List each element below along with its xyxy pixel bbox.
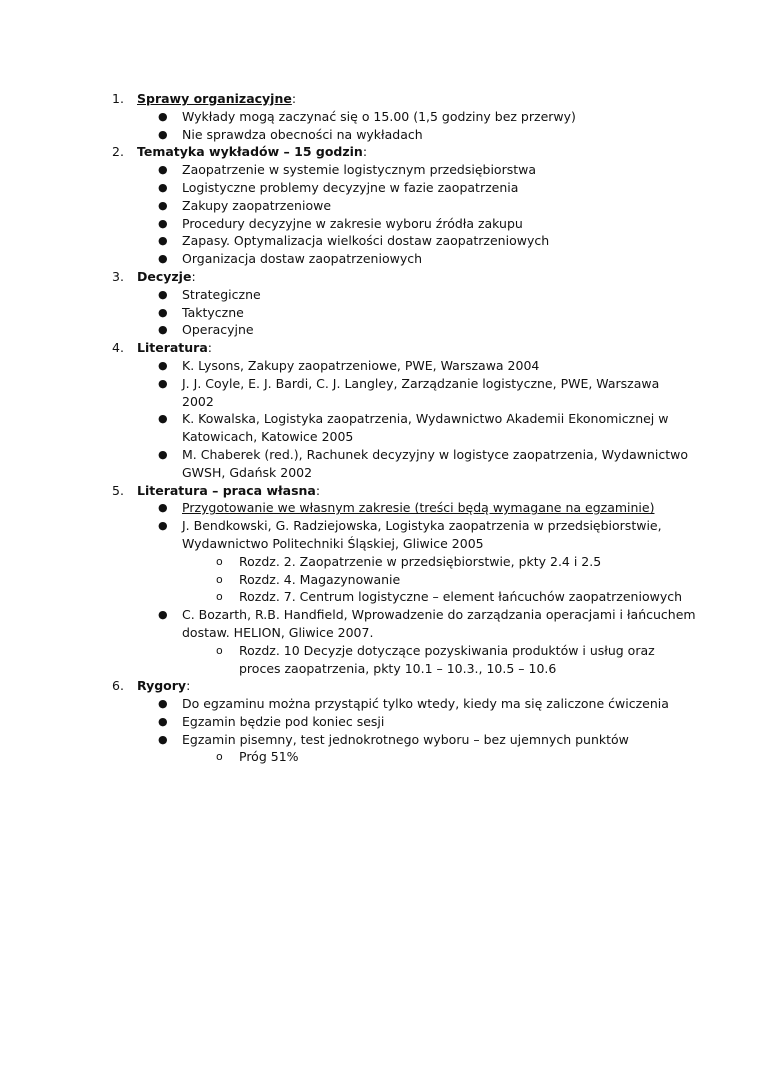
list-item-text: Procedury decyzyjne w zakresie wyboru źródła zakupu: [182, 215, 523, 231]
list-item-text: dostaw. HELION, Gliwice 2007.: [182, 624, 374, 640]
list-item-text: Organizacja dostaw zaopatrzeniowych: [182, 251, 423, 267]
bullet-icon: ●: [158, 697, 168, 711]
list-item: [0, 304, 760, 322]
sub-item-text: Rozdz. 4. Magazynowanie: [239, 571, 401, 587]
list-item-text: Egzamin pisemny, test jednokrotnego wyboru – bez ujemnych punktów: [182, 731, 629, 747]
syllabus-list: [0, 90, 760, 766]
section-title-wrap: [137, 339, 212, 357]
list-item-text: M. Chaberek (red.), Rachunek decyzyjny w logistyce zaopatrzenia, Wydawnictwo: [182, 446, 689, 462]
section-number: 1.: [112, 91, 124, 106]
section-colon: :: [191, 268, 196, 284]
section-heading: [0, 482, 760, 500]
bullet-icon: ●: [158, 714, 168, 728]
bullet-icon: ●: [158, 501, 168, 515]
section-title-wrap: [137, 90, 296, 108]
list-item: [0, 410, 760, 428]
bullet-icon: ●: [158, 287, 168, 301]
circle-bullet-icon: o: [216, 572, 223, 586]
sub-item: [0, 553, 760, 571]
sub-item: [0, 588, 760, 606]
section-title: Literatura – praca własna: [137, 482, 316, 498]
list-item-continuation: [0, 393, 760, 411]
section-title: Rygory: [137, 678, 187, 694]
sub-item: [0, 571, 760, 589]
list-item: [0, 161, 760, 179]
circle-bullet-icon: o: [216, 590, 223, 604]
list-item: [0, 713, 760, 731]
list-item: [0, 446, 760, 464]
section-title-wrap: [137, 482, 320, 500]
section-number: 6.: [112, 678, 124, 694]
list-item: [0, 126, 760, 144]
list-item: [0, 695, 760, 713]
list-item: [0, 250, 760, 268]
section-number: 3.: [112, 268, 124, 284]
bullet-icon: ●: [158, 323, 168, 337]
sub-item-text: Rozdz. 2. Zaopatrzenie w przedsiębiorstwie, pkty 2.4 i 2.5: [239, 553, 602, 569]
bullet-icon: ●: [158, 127, 168, 141]
section-heading: [0, 268, 760, 286]
list-item-text: Wydawnictwo Politechniki Śląskiej, Gliwice 2005: [182, 535, 484, 551]
list-item: [0, 731, 760, 749]
bullet-icon: ●: [158, 305, 168, 319]
bullet-icon: ●: [158, 608, 168, 622]
list-item-text: Taktyczne: [182, 304, 244, 320]
list-item-text: Zaopatrzenie w systemie logistycznym przedsiębiorstwa: [182, 162, 537, 178]
sub-item: [0, 748, 760, 766]
section-heading: [0, 143, 760, 161]
list-item-text: K. Lysons, Zakupy zaopatrzeniowe, PWE, Warszawa 2004: [182, 357, 540, 373]
bullet-icon: ●: [158, 180, 168, 194]
list-item-text: Nie sprawdza obecności na wykładach: [182, 126, 423, 142]
section-colon: :: [315, 482, 321, 498]
section-number: 4.: [112, 340, 124, 356]
sub-item-text: Rozdz. 10 Decyzje dotyczące pozyskiwania produktów i usług oraz: [239, 642, 655, 658]
list-item-text: Wykłady mogą zaczynać się o 15.00 (1,5 godziny bez przerwy): [182, 108, 576, 124]
section-heading: [0, 677, 760, 695]
section-title-wrap: [137, 677, 190, 695]
section-colon: :: [186, 678, 191, 694]
list-item-text: Egzamin będzie pod koniec sesji: [182, 713, 385, 729]
list-item-text: Katowicach, Katowice 2005: [182, 429, 354, 445]
circle-bullet-icon: o: [216, 554, 223, 568]
list-item-text: C. Bozarth, R.B. Handfield, Wprowadzenie do zarządzania operacjami i łańcuchem: [182, 607, 696, 623]
bullet-icon: ●: [158, 252, 168, 266]
list-item: [0, 232, 760, 250]
list-item: [0, 215, 760, 233]
section-colon: :: [362, 144, 368, 160]
list-item-continuation: [0, 624, 760, 642]
list-item-text: J. J. Coyle, E. J. Bardi, C. J. Langley, Zarządzanie logistyczne, PWE, Warszawa: [182, 375, 660, 391]
section-title: Literatura: [137, 340, 208, 356]
section-title: Sprawy organizacyjne: [137, 91, 292, 106]
bullet-icon: ●: [158, 109, 168, 123]
list-item: [0, 108, 760, 126]
list-item-continuation: [0, 428, 760, 446]
section-colon: :: [291, 91, 297, 106]
list-item-continuation: [0, 464, 760, 482]
list-item-text: Logistyczne problemy decyzyjne w fazie zaopatrzenia: [182, 179, 519, 195]
bullet-icon: ●: [158, 376, 168, 390]
sub-item-text: Rozdz. 7. Centrum logistyczne – element łańcuchów zaopatrzeniowych: [239, 589, 683, 605]
list-item-continuation: [0, 535, 760, 553]
bullet-icon: ●: [158, 447, 168, 461]
list-item: [0, 606, 760, 624]
circle-bullet-icon: o: [216, 643, 223, 657]
sub-item-text: Próg 51%: [239, 749, 299, 765]
bullet-icon: ●: [158, 732, 168, 746]
list-item: [0, 321, 760, 339]
bullet-icon: ●: [158, 163, 168, 177]
section-colon: :: [207, 340, 212, 356]
section-heading: [0, 339, 760, 357]
section-title: Tematyka wykładów – 15 godzin: [137, 144, 363, 160]
list-item-text: Operacyjne: [182, 322, 254, 338]
list-item-text: Strategiczne: [182, 286, 261, 302]
section-title-wrap: [137, 268, 196, 286]
section-title: Decyzje: [137, 268, 192, 284]
sub-item-text: proces zaopatrzenia, pkty 10.1 – 10.3., 10.5 – 10.6: [239, 660, 557, 676]
bullet-icon: ●: [158, 198, 168, 212]
bullet-icon: ●: [158, 519, 168, 533]
list-item-text: Przygotowanie we własnym zakresie (treści będą wymagane na egzaminie): [182, 500, 655, 516]
bullet-icon: ●: [158, 412, 168, 426]
list-item-text: GWSH, Gdańsk 2002: [182, 464, 313, 480]
section-number: 5.: [112, 482, 124, 498]
sub-item: [0, 642, 760, 660]
section-title-wrap: [137, 143, 367, 161]
section-number: 2.: [112, 144, 124, 160]
list-item-text: Zapasy. Optymalizacja wielkości dostaw zaopatrzeniowych: [182, 233, 550, 249]
list-item: [0, 286, 760, 304]
bullet-icon: ●: [158, 216, 168, 230]
list-item: [0, 517, 760, 535]
bullet-icon: ●: [158, 358, 168, 372]
list-item: [0, 197, 760, 215]
list-item-text: J. Bendkowski, G. Radziejowska, Logistyka zaopatrzenia w przedsiębiorstwie,: [182, 518, 662, 534]
sub-item-continuation: [0, 660, 760, 678]
list-item-text: K. Kowalska, Logistyka zaopatrzenia, Wydawnictwo Akademii Ekonomicznej w: [182, 411, 669, 427]
list-item: [0, 357, 760, 375]
list-item: [0, 499, 760, 517]
list-item: [0, 179, 760, 197]
bullet-icon: ●: [158, 234, 168, 248]
section-heading: [0, 90, 760, 108]
circle-bullet-icon: o: [216, 750, 223, 764]
list-item-text: Do egzaminu można przystąpić tylko wtedy, kiedy ma się zaliczone ćwiczenia: [182, 696, 669, 712]
list-item: [0, 375, 760, 393]
list-item-text: 2002: [182, 393, 214, 409]
list-item-text: Zakupy zaopatrzeniowe: [182, 197, 332, 213]
